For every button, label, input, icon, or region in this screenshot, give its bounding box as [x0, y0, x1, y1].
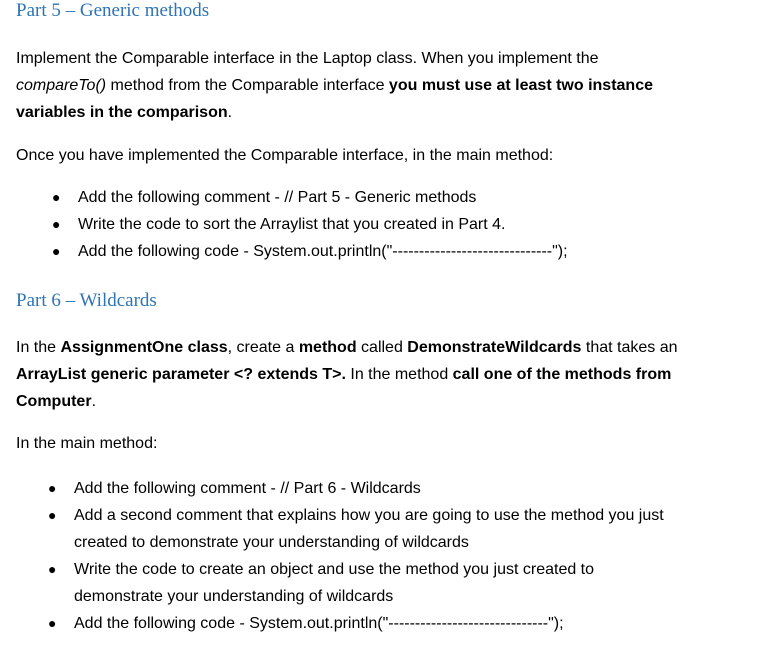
- part6-text: In the: [16, 339, 61, 356]
- compareto-method-name: compareTo(): [16, 77, 107, 94]
- part5-emphasis: variables in the comparison: [16, 104, 228, 121]
- part6-text: In the method: [345, 366, 453, 383]
- list-item-continued: [74, 583, 664, 610]
- part5-line-3: [16, 99, 736, 126]
- part6-text: that takes an: [581, 339, 678, 356]
- part6-text: .: [91, 393, 97, 410]
- bullet-icon: ●: [48, 615, 57, 631]
- list-item: [48, 610, 664, 637]
- list-item-text: Add the following comment - // Part 6 - Wildcards: [74, 480, 421, 497]
- list-item: [52, 211, 568, 238]
- bullet-icon: ●: [52, 189, 61, 205]
- part5-line-1: [16, 45, 736, 72]
- list-item: [48, 556, 664, 583]
- bullet-icon: ●: [48, 507, 57, 523]
- list-item: [52, 184, 568, 211]
- part6-emphasis: Computer: [16, 393, 92, 410]
- part6-text: , create a: [227, 339, 299, 356]
- bullet-icon: ●: [52, 216, 61, 232]
- list-item-text: Add a second comment that explains how you are going to use the method you just: [74, 507, 664, 524]
- list-item-text: Add the following code - System.out.println("------------------------------");: [74, 615, 564, 632]
- part6-heading: Part 6 – Wildcards: [16, 290, 157, 311]
- part5-text: .: [227, 104, 233, 121]
- part5-emphasis: you must use at least two instance: [388, 77, 653, 94]
- list-item-text: Add the following code - System.out.println("------------------------------");: [78, 243, 568, 260]
- list-item: [48, 502, 664, 529]
- part6-line-3: [16, 388, 736, 415]
- part6-emphasis: call one of the methods from: [452, 366, 672, 383]
- list-item-text: demonstrate your understanding of wildcards: [74, 588, 394, 605]
- part6-emphasis: method: [298, 339, 357, 356]
- part6-emphasis: AssignmentOne class: [60, 339, 228, 356]
- part5-text: method from the Comparable interface: [106, 77, 389, 94]
- part5-main-intro: Once you have implemented the Comparable interface, in the main method:: [16, 147, 554, 164]
- part6-line-1: [16, 334, 736, 361]
- list-item: [52, 238, 568, 265]
- part5-instructions: [16, 45, 736, 126]
- part6-main-intro: In the main method:: [16, 435, 158, 452]
- list-item-text: Write the code to create an object and use the method you just created to: [74, 561, 595, 578]
- part6-emphasis: ArrayList generic parameter <? extends T>.: [16, 366, 346, 383]
- part5-bullet-list: [52, 184, 568, 265]
- part6-bullet-list: [48, 475, 664, 637]
- list-item-text: Write the code to sort the Arraylist that you created in Part 4.: [78, 216, 506, 233]
- part6-instructions: [16, 334, 736, 415]
- list-item-continued: [74, 529, 664, 556]
- part6-line-2: [16, 361, 736, 388]
- bullet-icon: ●: [52, 243, 61, 259]
- bullet-icon: ●: [48, 480, 57, 496]
- part6-text: called: [356, 339, 408, 356]
- list-item-text: Add the following comment - // Part 5 - Generic methods: [78, 189, 477, 206]
- part5-text: Implement the Comparable interface in the Laptop class. When you implement the: [16, 50, 599, 67]
- bullet-icon: ●: [48, 561, 57, 577]
- list-item: [48, 475, 664, 502]
- part5-heading: Part 5 – Generic methods: [16, 0, 210, 21]
- part6-emphasis: DemonstrateWildcards: [407, 339, 582, 356]
- part5-line-2: [16, 72, 736, 99]
- list-item-text: created to demonstrate your understanding of wildcards: [74, 534, 469, 551]
